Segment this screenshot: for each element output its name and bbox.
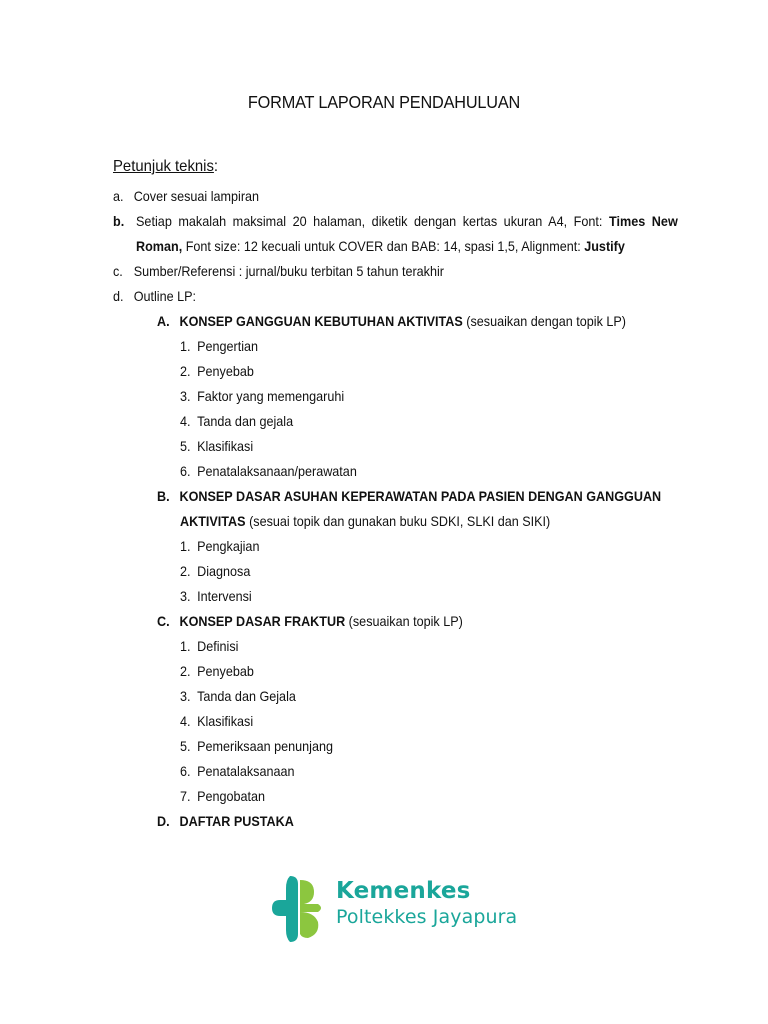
sub-marker: 4.: [180, 413, 191, 429]
outline-a-sub-6: [180, 459, 357, 484]
list-item-text: Font size: 12 kecuali untuk COVER dan BAB: 14, spasi 1,5, Alignment:: [185, 238, 581, 254]
list-marker: d.: [113, 288, 124, 304]
outline-c-sub-4: [180, 709, 253, 734]
section-heading: [113, 158, 218, 176]
outline-b-sub-1: [180, 534, 259, 559]
sub-marker: 7.: [180, 788, 191, 804]
list-item-text: Cover sesuai lampiran: [133, 188, 260, 204]
section-heading-text: Petunjuk teknis: [113, 158, 214, 175]
list-marker: b.: [113, 213, 125, 229]
list-item-a: [113, 184, 259, 209]
sub-marker: 2.: [180, 663, 191, 679]
list-marker: a.: [113, 188, 124, 204]
bold-text: Roman,: [136, 238, 183, 254]
logo-text-poltekkes: Poltekkes Jayapura: [336, 906, 518, 928]
list-item-text: Setiap makalah maksimal 20 halaman, diketik dengan kertas ukuran A4, Font:: [136, 213, 603, 229]
outline-note: (sesuai topik dan gunakan buku SDKI, SLKI dan SIKI): [249, 513, 551, 529]
sub-marker: 5.: [180, 738, 191, 754]
outline-section-b: [157, 484, 661, 509]
kemenkes-emblem-icon: [272, 876, 321, 942]
sub-item-text: Penatalaksanaan: [197, 763, 295, 779]
outline-c-sub-5: [180, 734, 333, 759]
outline-section-c: [157, 609, 463, 634]
outline-a-sub-3: [180, 384, 344, 409]
bold-text: Times New: [608, 213, 678, 229]
outline-a-sub-5: [180, 434, 253, 459]
sub-item-text: Definisi: [197, 638, 239, 654]
sub-marker: 1.: [180, 538, 191, 554]
sub-item-text: Pengobatan: [197, 788, 266, 804]
outline-title: KONSEP DASAR ASUHAN KEPERAWATAN PADA PASIEN DENGAN GANGGUAN: [179, 488, 662, 504]
sub-item-text: Tanda dan Gejala: [197, 688, 296, 704]
outline-b-sub-2: [180, 559, 250, 584]
document-title: FORMAT LAPORAN PENDAHULUAN: [247, 92, 521, 112]
list-item-text: Outline LP:: [133, 288, 197, 304]
sub-marker: 6.: [180, 763, 191, 779]
sub-item-text: Klasifikasi: [197, 713, 254, 729]
outline-c-sub-7: [180, 784, 265, 809]
sub-item-text: Pengkajian: [197, 538, 260, 554]
sub-marker: 1.: [180, 638, 191, 654]
sub-marker: 2.: [180, 363, 191, 379]
list-item-c: [113, 259, 444, 284]
sub-item-text: Pemeriksaan penunjang: [197, 738, 333, 754]
outline-marker: A.: [157, 313, 170, 329]
sub-item-text: Tanda dan gejala: [197, 413, 294, 429]
sub-marker: 5.: [180, 438, 191, 454]
outline-c-sub-2: [180, 659, 254, 684]
list-item-b-marker-row: [113, 209, 134, 234]
bold-text: Justify: [584, 238, 625, 254]
sub-marker: 2.: [180, 563, 191, 579]
sub-item-text: Faktor yang memengaruhi: [197, 388, 345, 404]
sub-marker: 6.: [180, 463, 191, 479]
outline-b-sub-3: [180, 584, 252, 609]
list-item-d: [113, 284, 196, 309]
sub-marker: 3.: [180, 588, 191, 604]
list-item-text: Sumber/Referensi : jurnal/buku terbitan 5 tahun terakhir: [133, 263, 444, 279]
list-item-b-line2: [136, 234, 625, 259]
outline-c-sub-3: [180, 684, 296, 709]
sub-marker: 3.: [180, 688, 191, 704]
outline-marker: B.: [157, 488, 170, 504]
sub-item-text: Penatalaksanaan/perawatan: [197, 463, 357, 479]
list-item-b-line1: [136, 209, 678, 234]
outline-section-a: [157, 309, 626, 334]
section-heading-colon: :: [213, 158, 219, 175]
logo-text-kemenkes: Kemenkes: [336, 878, 471, 904]
sub-item-text: Pengertian: [197, 338, 259, 354]
sub-item-text: Penyebab: [197, 363, 254, 379]
sub-item-text: Penyebab: [197, 663, 254, 679]
sub-item-text: Klasifikasi: [197, 438, 254, 454]
sub-item-text: Diagnosa: [197, 563, 251, 579]
sub-marker: 3.: [180, 388, 191, 404]
outline-c-sub-1: [180, 634, 238, 659]
outline-note: (sesuaikan topik LP): [348, 613, 463, 629]
outline-a-sub-4: [180, 409, 293, 434]
outline-c-sub-6: [180, 759, 294, 784]
outline-title-cont: AKTIVITAS: [180, 513, 246, 529]
list-marker: c.: [113, 263, 123, 279]
outline-title: KONSEP DASAR FRAKTUR: [179, 613, 346, 629]
outline-a-sub-2: [180, 359, 254, 384]
outline-marker: D.: [157, 813, 170, 829]
outline-title: KONSEP GANGGUAN KEBUTUHAN AKTIVITAS: [179, 313, 463, 329]
outline-section-d: [157, 809, 294, 834]
sub-marker: 1.: [180, 338, 191, 354]
outline-marker: C.: [157, 613, 170, 629]
sub-marker: 4.: [180, 713, 191, 729]
outline-note: (sesuaikan dengan topik LP): [466, 313, 626, 329]
outline-a-sub-1: [180, 334, 258, 359]
outline-section-b-cont: [180, 509, 550, 534]
outline-title: DAFTAR PUSTAKA: [179, 813, 294, 829]
sub-item-text: Intervensi: [197, 588, 252, 604]
